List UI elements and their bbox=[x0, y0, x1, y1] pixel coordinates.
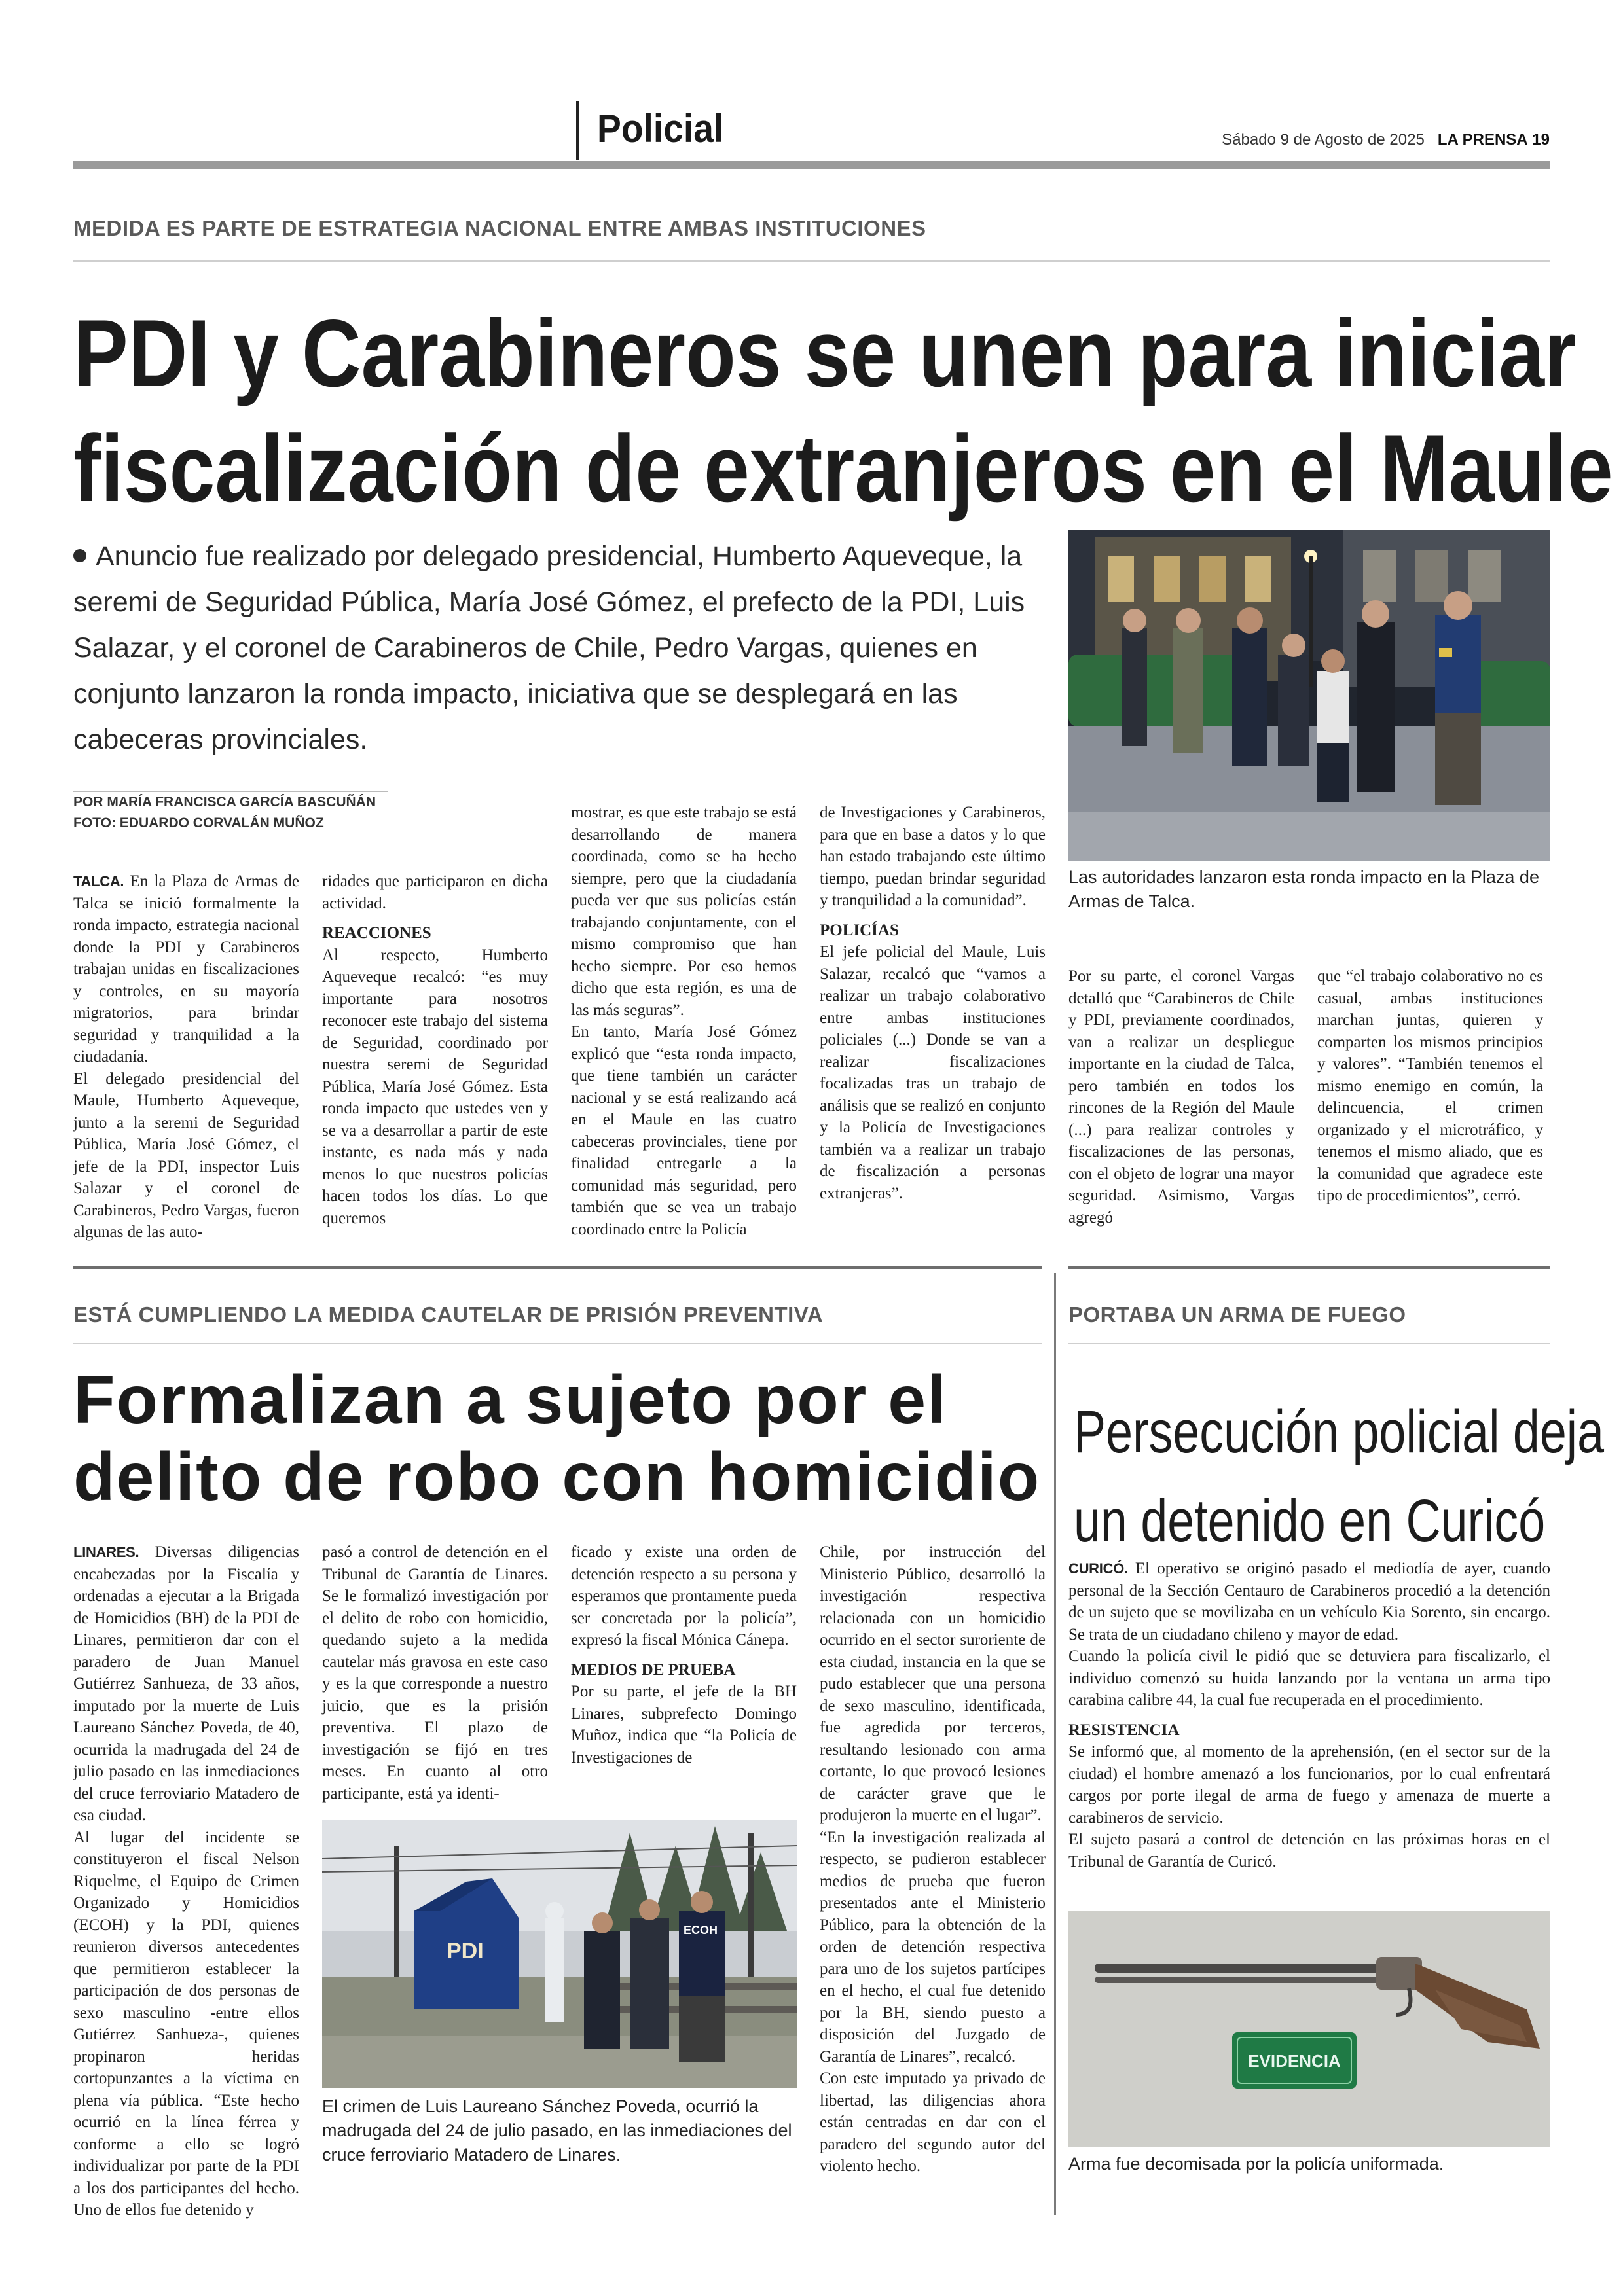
article3-subhead-resistencia: RESISTENCIA bbox=[1068, 1721, 1180, 1739]
article1-lead-text: Anuncio fue realizado por delegado presidencial, Humberto Aqueveque, la seremi de Seguridad Pública, María José Gómez, el prefecto de la PDI, Luis Salazar, y el coronel de Carabineros de Chile, Pedro Vargas, quienes en conjunto lanzaron la ronda impacto, iniciativa que se desplegará en las cabeceras provinciales. bbox=[73, 541, 1025, 755]
article2-headline-line2: delito de robo con homicidio bbox=[73, 1439, 1041, 1515]
article3-body bbox=[1068, 1558, 1550, 1873]
tent-label: PDI bbox=[447, 1939, 484, 1964]
article2-photo bbox=[322, 1820, 797, 2088]
article2-col3-p2: Por su parte, el jefe de la BH Linares, subprefecto Domingo Muñoz, indica que “la Policía de Investigaciones de bbox=[571, 1683, 797, 1767]
article2-col3-p1: ficado y existe una orden de detención respecto a su persona y esperamos que prontamente pueda ser concretada por la policía”, expresó la fiscal Mónica Cánepa. bbox=[571, 1543, 797, 1649]
article1-col1-p2: El delegado presidencial del Maule, Humberto Aqueveque, junto a la seremi de Seguridad Pública, María José Gómez, el jefe de la PDI, inspector Luis Salazar y el coronel de Carabineros, Pedro Vargas, fueron algunas de las auto- bbox=[73, 1069, 299, 1241]
article3-headline bbox=[1074, 1388, 1605, 1566]
vest-label: ECOH bbox=[684, 1924, 718, 1937]
article2-col4-p2: “En la investigación realizada al respecto, se pudieron establecer medios de prueba que fueron presentados ante el Ministerio Público, para la obtención de la orden de detención respectiva para uno de los sujetos partícipes en el hecho, el cual fue detenido por la BH, siendo puesto a disposición del Juzgado de Garantía de Linares”, recalcó. bbox=[820, 1828, 1046, 2066]
article1-col4-p2: El jefe policial del Maule, Luis Salazar, recalcó que “vamos a realizar un trabajo colaborativo entre ambas instituciones policiales (...) Donde se van a realizar fiscalizaciones focalizadas tras un trabajo de análisis que se realizó en conjunto y la Policía de Investigaciones también va a realizar un trabajo de fiscalización a personas extranjeras”. bbox=[820, 943, 1046, 1202]
article1-headline-line2: fiscalización de extranjeros en el Maule bbox=[73, 415, 1613, 522]
article2-dateline: LINARES. bbox=[73, 1544, 139, 1560]
article1-col6-p1: que “el trabajo colaborativo no es casual, ambas instituciones marchan juntas, quieren y comparten los mismos principios y valores”. “También tenemos el mismo enemigo en común, la delincuencia, el crimen organizado y el microtráfico, y tenemos el mismo aliado, que es la comunidad que agradece este tipo de procedimientos”, cerró. bbox=[1317, 967, 1543, 1204]
article2-column-4 bbox=[820, 1541, 1046, 2178]
article2-col1-p1: Diversas diligencias encabezadas por la Fiscalía y ordenadas a ejecutar a la Brigada de Homicidios (BH) de la PDI de Linares, permitieron dar con el paradero de Juan Manuel Gutiérrez Sanhueza, de 33 años, imputado por la muerte de Luis Laureano Sánchez Poveda, de 40, ocurrida la madrugada del 24 de julio pasado en las inmediaciones del cruce ferroviario Matadero de esa ciudad. bbox=[73, 1543, 299, 1824]
article1-photo bbox=[1068, 530, 1550, 861]
article1-dateline: TALCA. bbox=[73, 873, 124, 889]
article1-byline bbox=[73, 792, 376, 834]
article2-kicker-rule bbox=[73, 1343, 1042, 1344]
column-divider bbox=[1054, 1273, 1056, 2215]
article3-photo-caption: Arma fue decomisada por la policía uniformada. bbox=[1068, 2154, 1444, 2174]
section-divider bbox=[576, 101, 579, 160]
article1-column-1 bbox=[73, 870, 299, 1244]
article1-subhead-reacciones: REACCIONES bbox=[322, 924, 431, 942]
article1-column-2 bbox=[322, 870, 548, 1229]
header-rule bbox=[73, 161, 1550, 169]
article1-col2-p1: ridades que participaron en dicha actividad. bbox=[322, 872, 548, 912]
article2-col4-p1: Chile, por instrucción del Ministerio Público, desarrolló la investigación respectiva relacionada con un homicidio ocurrido en el sector suroriente de esta ciudad, instancia en la que se pudo establecer que una persona de sexo masculino, identificada, fue agredida por terceros, resultando lesionado con arma cortante, lo que provocó lesiones de carácter grave que le produjeron la muerte en el lugar”. bbox=[820, 1543, 1046, 1824]
article3-headline-line2: un detenido en Curicó bbox=[1074, 1488, 1546, 1554]
article1-author: POR MARÍA FRANCISCA GARCÍA BASCUÑÁN bbox=[73, 795, 376, 810]
newspaper-name: LA PRENSA bbox=[1437, 131, 1528, 149]
article3-kicker: PORTABA UN ARMA DE FUEGO bbox=[1068, 1302, 1406, 1327]
article1-col3-p1: mostrar, es que este trabajo se está desarrollando de manera coordinada, como se ha hecho siempre, pero que la ciudadanía pueda ver que sus policías están trabajando conjuntamente, con el mismo compromiso que han hecho siempre. Por eso hemos dicho que esta región, es una de las más seguras”. bbox=[571, 804, 797, 1019]
article2-col1-p2: Al lugar del incidente se constituyeron el fiscal Nelson Riquelme, el Equipo de Crimen Organizado y Homicidios (ECOH) y la PDI, quienes reunieron diversos antecedentes que permitieron establecer la participación de dos personas de sexo masculino -entre ellos Gutiérrez Sanhueza-, quienes propinaron heridas cortopunzantes a la víctima en plena vía pública. “Este hecho ocurrió en la línea férrea y conforme a ello se logró individualizar por parte de la PDI a los dos participantes del hecho. Uno de ellos fue detenido y bbox=[73, 1828, 299, 2219]
article1-kicker-rule bbox=[73, 260, 1550, 262]
article3-headline-line1: Persecución policial deja bbox=[1074, 1399, 1605, 1465]
article2-column-3 bbox=[571, 1541, 797, 1768]
article2-photo-caption: El crimen de Luis Laureano Sánchez Poveda, ocurrió la madrugada del 24 de julio pasado, en las inmediaciones del cruce ferroviario Matadero de Linares. bbox=[322, 2096, 792, 2164]
article1-photographer: FOTO: EDUARDO CORVALÁN MUÑOZ bbox=[73, 816, 324, 831]
article1-col1-p1: En la Plaza de Armas de Talca se inició formalmente la ronda impacto, estrategia nacional donde la PDI y Carabineros trabajan unidas en fiscalizaciones y controles, en su mayoría migratorios, para brindar seguridad y tranquilidad a la ciudadanía. bbox=[73, 872, 300, 1066]
article3-p4: El sujeto pasará a control de detención en las próximas horas en el Tribunal de Garantía de Curicó. bbox=[1068, 1831, 1550, 1871]
article3-p3: Se informó que, al momento de la aprehensión, (en el sector sur de la ciudad) el hombre amenazó a los funcionarios, por lo cual enfrentará cargos por porte ilegal de arma de fuego y amenaza de muerte a carabineros de servicio. bbox=[1068, 1743, 1550, 1827]
section-rule-right bbox=[1068, 1266, 1550, 1269]
article1-lead bbox=[73, 533, 1068, 762]
article3-p2: Cuando la policía civil le pidió que se detuviera para fiscalizarlo, el individuo comenzó su huida lanzando por la ventana un arma tipo carabina calibre 44, la cual fue recuperada en el procedimiento. bbox=[1068, 1647, 1550, 1709]
article2-headline bbox=[73, 1361, 1040, 1516]
article2-column-1 bbox=[73, 1541, 299, 2221]
article2-col2-p1: pasó a control de detención en el Tribunal de Garantía de Linares. Se le formalizó investigación por el delito de robo con homicidio, quedando sujeto a la medida cautelar más gravosa en este caso y es la que corresponde a nuestro juicio, que es la prisión preventiva. El plazo de investigación se fijó en tres meses. En cuanto al otro participante, está ya identi- bbox=[322, 1543, 548, 1803]
article3-dateline: CURICÓ. bbox=[1068, 1560, 1128, 1577]
article3-p1: El operativo se originó pasado el mediodía de ayer, cuando personal de la Sección Centauro de Carabineros procedió a la detención de un sujeto que se movilizaba en un vehículo Kia Sorento, sin encargo. Se trata de un ciudadano chileno y mayor de edad. bbox=[1068, 1560, 1551, 1643]
section-title: Policial bbox=[597, 107, 724, 151]
article1-column-6 bbox=[1317, 965, 1543, 1207]
article1-headline bbox=[73, 296, 1613, 526]
article1-headline-line1: PDI y Carabineros se unen para iniciar bbox=[73, 300, 1577, 406]
article1-kicker: MEDIDA ES PARTE DE ESTRATEGIA NACIONAL ENTRE AMBAS INSTITUCIONES bbox=[73, 216, 926, 240]
issue-date: Sábado 9 de Agosto de 2025 bbox=[1222, 131, 1425, 149]
article1-photo-caption: Las autoridades lanzaron esta ronda impacto en la Plaza de Armas de Talca. bbox=[1068, 867, 1539, 911]
article1-col5-p1: Por su parte, el coronel Vargas detalló que “Carabineros de Chile y PDI, previamente coordinados, van a realizar un despliegue importante en la ciudad de Talca, pero también en todos los rincones de la Región del Maule (...) para realizar controles y fiscalizaciones de las personas, con el objeto de lograr una mayor seguridad. Asimismo, Vargas agregó bbox=[1068, 967, 1294, 1227]
byline-rule bbox=[73, 791, 388, 792]
article3-photo bbox=[1068, 1911, 1550, 2147]
article1-column-4 bbox=[820, 802, 1046, 1204]
article2-column-2 bbox=[322, 1541, 548, 1804]
article1-subhead-policias: POLICÍAS bbox=[820, 921, 899, 939]
article1-col4-p1: de Investigaciones y Carabineros, para que en base a datos y lo que han estado trabajando este último tiempo, puedan brindar seguridad y tranquilidad a la comunidad”. bbox=[820, 804, 1046, 909]
section-rule-left bbox=[73, 1266, 1042, 1269]
article3-kicker-rule bbox=[1068, 1343, 1550, 1344]
article2-col4-p3: Con este imputado ya privado de libertad, las diligencias ahora están centradas en dar con el paradero del segundo autor del violento hecho. bbox=[820, 2070, 1046, 2175]
date-line bbox=[1222, 131, 1550, 149]
article2-subhead-medios: MEDIOS DE PRUEBA bbox=[571, 1660, 736, 1679]
evidence-label: EVIDENCIA bbox=[1248, 2051, 1341, 2071]
article2-headline-line1: Formalizan a sujeto por el bbox=[73, 1362, 947, 1438]
page-number: 19 bbox=[1532, 131, 1550, 149]
article2-kicker: ESTÁ CUMPLIENDO LA MEDIDA CAUTELAR DE PRISIÓN PREVENTIVA bbox=[73, 1302, 824, 1327]
article1-col2-p2: Al respecto, Humberto Aqueveque recalcó: “es muy importante para nosotros reconocer este trabajo del sistema de Seguridad, coordinado por nuestra seremi de Seguridad Pública, María José Gómez. Esta ronda impacto que ustedes ven y se va a desarrollar a partir de este instante, es nada más y nada menos lo que nuestros policías hacen todos los días. Lo que queremos bbox=[322, 946, 548, 1227]
article1-column-5 bbox=[1068, 965, 1294, 1229]
article1-column-3 bbox=[571, 802, 797, 1240]
bullet-icon bbox=[73, 549, 86, 562]
article1-col3-p2: En tanto, María José Gómez explicó que “esta ronda impacto, que tiene también un carácter nacional y se está realizando acá en el Maule en las cuatro cabeceras provinciales, tiene por finalidad entregarle a la comunidad más seguridad, pero también que se vea un trabajo coordinado entre la Policía bbox=[571, 1023, 797, 1238]
